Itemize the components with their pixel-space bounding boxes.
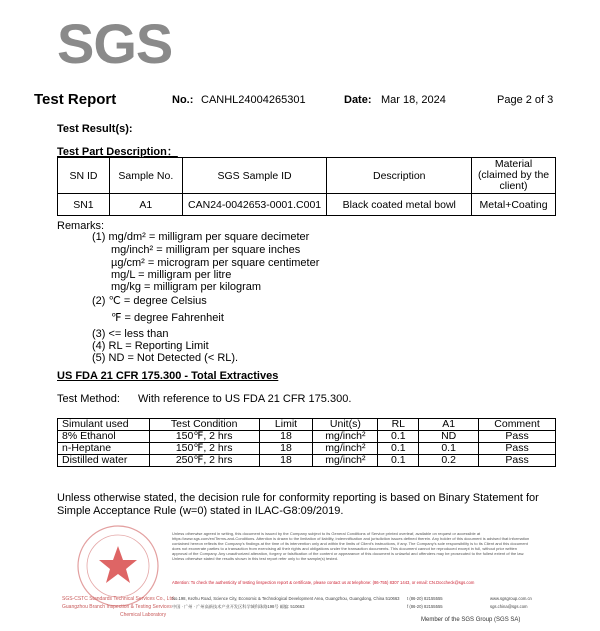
table-cell: 18 (259, 431, 313, 443)
seal-caption: Guangzhou Branch Inspection & Testing Services (62, 604, 172, 610)
table-cell: SN1 (58, 194, 110, 216)
part-description-heading: Test Part Description： (57, 146, 178, 158)
table-row (58, 455, 556, 467)
test-method-value: With reference to US FDA 21 CFR 175.300. (138, 393, 352, 405)
remark-item: mg/inch² = milligram per square inches (111, 244, 301, 256)
table-cell: mg/inch² (313, 455, 378, 467)
remark-item: µg/cm² = microgram per square centimeter (111, 257, 320, 269)
table-cell: mg/inch² (313, 443, 378, 455)
remark-item: mg/L = milligram per litre (111, 269, 232, 281)
column-header: SGS Sample ID (182, 158, 327, 194)
table-cell: Black coated metal bowl (327, 194, 472, 216)
remark-item: (1) mg/dm² = milligram per square decimeter (92, 231, 310, 243)
column-header: Description (327, 158, 472, 194)
table-cell: 0.1 (378, 443, 419, 455)
column-header: Test Condition (149, 419, 259, 431)
column-header: Material (claimed by the client) (472, 158, 556, 194)
table-cell: 0.1 (419, 443, 479, 455)
part-description-table (57, 157, 556, 216)
remark-item: (2) ℃ = degree Celsius (92, 295, 207, 307)
table-cell: mg/inch² (313, 431, 378, 443)
table-cell: A1 (109, 194, 182, 216)
table-cell: 8% Ethanol (58, 431, 150, 443)
table-cell: Pass (479, 431, 556, 443)
table-cell: 150℉, 2 hrs (149, 443, 259, 455)
fax: f (86-20) 82155555 (407, 604, 443, 609)
report-title: Test Report (34, 91, 117, 108)
table-cell: Pass (479, 443, 556, 455)
column-header: Sample No. (109, 158, 182, 194)
table-header-row (58, 419, 556, 431)
remark-item: (5) ND = Not Detected (< RL). (92, 352, 239, 364)
date-label: Date: (344, 94, 372, 106)
column-header: Limit (259, 419, 313, 431)
table-cell: 18 (259, 443, 313, 455)
authenticity-notice: Attention: To check the authenticity of testing /inspection report & certificate, please contact us at telephone: (86-755) 8307 1443, or email: CN.Doccheck@sgs.com (172, 580, 475, 585)
table-cell: CAN24-0042653-0001.C001 (182, 194, 327, 216)
table-header-row (58, 158, 556, 194)
table-cell: 18 (259, 455, 313, 467)
column-header: SN ID (58, 158, 110, 194)
table-cell: ND (419, 431, 479, 443)
telephone: t (86-20) 82155555 (407, 596, 443, 601)
column-header: Comment (479, 419, 556, 431)
report-number: CANHL24004265301 (201, 94, 306, 106)
seal-caption: SGS-CSTC Standards Technical Services Co., Ltd. (62, 596, 176, 602)
remarks-title: Remarks: (57, 220, 105, 232)
standard-title: US FDA 21 CFR 175.300 - Total Extractives (57, 370, 279, 382)
table-cell: 0.1 (378, 431, 419, 443)
table-cell: Pass (479, 455, 556, 467)
table-cell: 0.1 (378, 455, 419, 467)
results-heading: Test Result(s): (57, 123, 133, 135)
table-cell: 150℉, 2 hrs (149, 431, 259, 443)
remark-item: (4) RL = Reporting Limit (92, 340, 209, 352)
sgs-logo: SGS (57, 12, 173, 75)
results-table (57, 418, 556, 467)
table-cell: 0.2 (419, 455, 479, 467)
test-method-label: Test Method: (57, 393, 120, 405)
website-link[interactable]: www.sgsgroup.com.cn (490, 596, 532, 601)
report-header (0, 91, 600, 111)
remark-item: mg/kg = milligram per kilogram (111, 281, 262, 293)
remark-item: (3) <= less than (92, 328, 169, 340)
column-header: Unit(s) (313, 419, 378, 431)
column-header: Simulant used (58, 419, 150, 431)
page-number: Page 2 of 3 (497, 94, 554, 106)
table-row (58, 431, 556, 443)
remark-item: ℉ = degree Fahrenheit (111, 312, 224, 324)
report-number-label: No.: (172, 94, 194, 106)
address-english: No.198, Kezhu Road, Science City, Economic & Technological Development Area, Guangzhou, Guangdong, China 510663 (172, 596, 400, 601)
table-cell: Distilled water (58, 455, 150, 467)
decision-rule-statement: Unless otherwise stated, the decision rule for conformity reporting is based on Binary Statement for Simple Acceptance Rule (w=0) stated in ILAC-G8:09/2019. (57, 492, 539, 517)
table-cell: n-Heptane (58, 443, 150, 455)
table-cell: Metal+Coating (472, 194, 556, 216)
seal-caption: Chemical Laboratory (120, 612, 167, 618)
report-date: Mar 18, 2024 (381, 94, 446, 106)
table-cell: 250℉, 2 hrs (149, 455, 259, 467)
column-header: RL (378, 419, 419, 431)
member-statement: Member of the SGS Group (SGS SA) (421, 617, 521, 623)
table-row (58, 194, 556, 216)
terms-fine-print: Unless otherwise agreed in writing, this document is issued by the Company subject to its General Conditions of Service printed overleaf, available on request or accessible at https://www.sgs.com/en/Terms-and-Conditions. Attention is drawn to the limitation of liability, indemnification and jurisdiction issues defined therein. Any holder of this document is advised that information contained hereon reflects the Company's findings at the time of its intervention only and within the limits of Client's instructions, if any. The Company's sole responsibility is to its Client and this document does not exonerate parties to a transaction from exercising all their rights and obligations under the transaction documents. This document cannot be reproduced except in full, without prior written approval of the Company. Any unauthorized alteration, forgery or falsification of the content or appearance of this document is unlawful and offenders may be prosecuted to the fullest extent of the law. Unless otherwise stated the results shown in this test report refer only to the sample(s) tested. (172, 531, 530, 561)
column-header: A1 (419, 419, 479, 431)
address-chinese: 中国 · 广州 · 广州高新技术产业开发区科学城科珠路198号 邮编: 510663 (172, 604, 305, 609)
table-row (58, 443, 556, 455)
email-link[interactable]: sgs.china@sgs.com (490, 604, 528, 609)
